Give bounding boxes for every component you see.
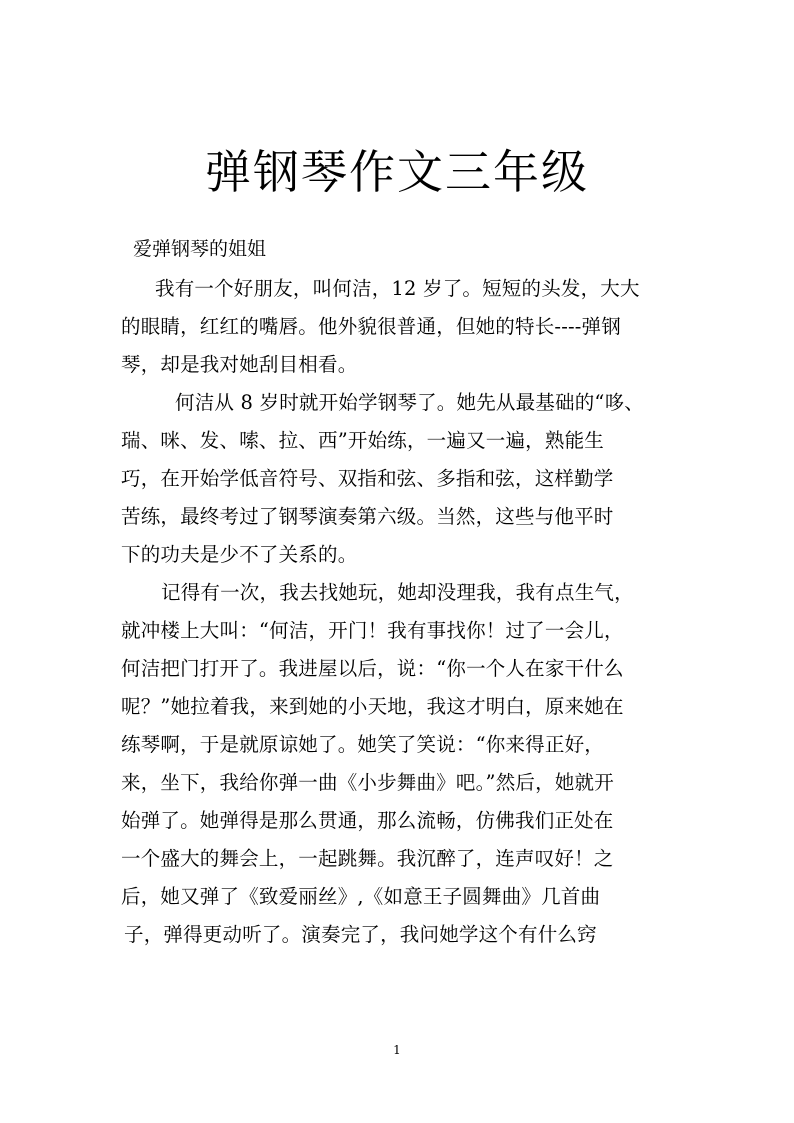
- text-line: 何洁把门打开了。我进屋以后，说：“你一个人在家干什么: [121, 657, 624, 680]
- text-line: 何洁从 8 岁时就开始学钢琴了。她先从最基础的“哆、: [175, 391, 644, 414]
- text-line: 练琴啊，于是就原谅她了。她笑了笑说：“你来得正好，: [121, 733, 604, 756]
- text-line: 就冲楼上大叫：“何洁，开门！我有事找你！过了一会儿，: [121, 619, 624, 642]
- text-line: 的眼睛，红红的嘴唇。他外貌很普通，但她的特长----弹钢: [121, 315, 621, 338]
- text-line: 记得有一次，我去找她玩，她却没理我，我有点生气，: [161, 581, 634, 604]
- page-number: 1: [393, 1043, 401, 1057]
- text-line: 始弹了。她弹得是那么贯通，那么流畅，仿佛我们正处在: [121, 809, 614, 832]
- text-line: 来，坐下，我给你弹一曲《小步舞曲》吧。”然后，她就开: [121, 771, 614, 794]
- text-line: 子，弹得更动听了。演奏完了，我问她学这个有什么窍: [124, 923, 597, 946]
- text-line: 琴，却是我对她刮目相看。: [121, 353, 358, 376]
- document-subtitle: 爱弹钢琴的姐姐: [133, 238, 267, 260]
- document-body: [121, 270, 701, 954]
- text-line: 呢？”她拉着我，来到她的小天地，我这才明白，原来她在: [121, 695, 624, 718]
- text-line: 苦练，最终考过了钢琴演奏第六级。当然，这些与他平时: [121, 505, 614, 528]
- text-line: 我有一个好朋友，叫何洁，12 岁了。短短的头发，大大: [155, 277, 640, 300]
- text-line: 瑞、咪、发、嗦、拉、西”开始练，一遍又一遍，熟能生: [121, 429, 604, 452]
- text-line: 下的功夫是少不了关系的。: [121, 543, 358, 566]
- text-line: 一个盛大的舞会上，一起跳舞。我沉醉了，连声叹好！之: [121, 847, 614, 870]
- text-line: 后，她又弹了《致爱丽丝》,《如意王子圆舞曲》几首曲: [121, 885, 601, 908]
- document-title: 弹钢琴作文三年级: [205, 145, 589, 199]
- text-line: 巧，在开始学低音符号、双指和弦、多指和弦，这样勤学: [121, 467, 614, 490]
